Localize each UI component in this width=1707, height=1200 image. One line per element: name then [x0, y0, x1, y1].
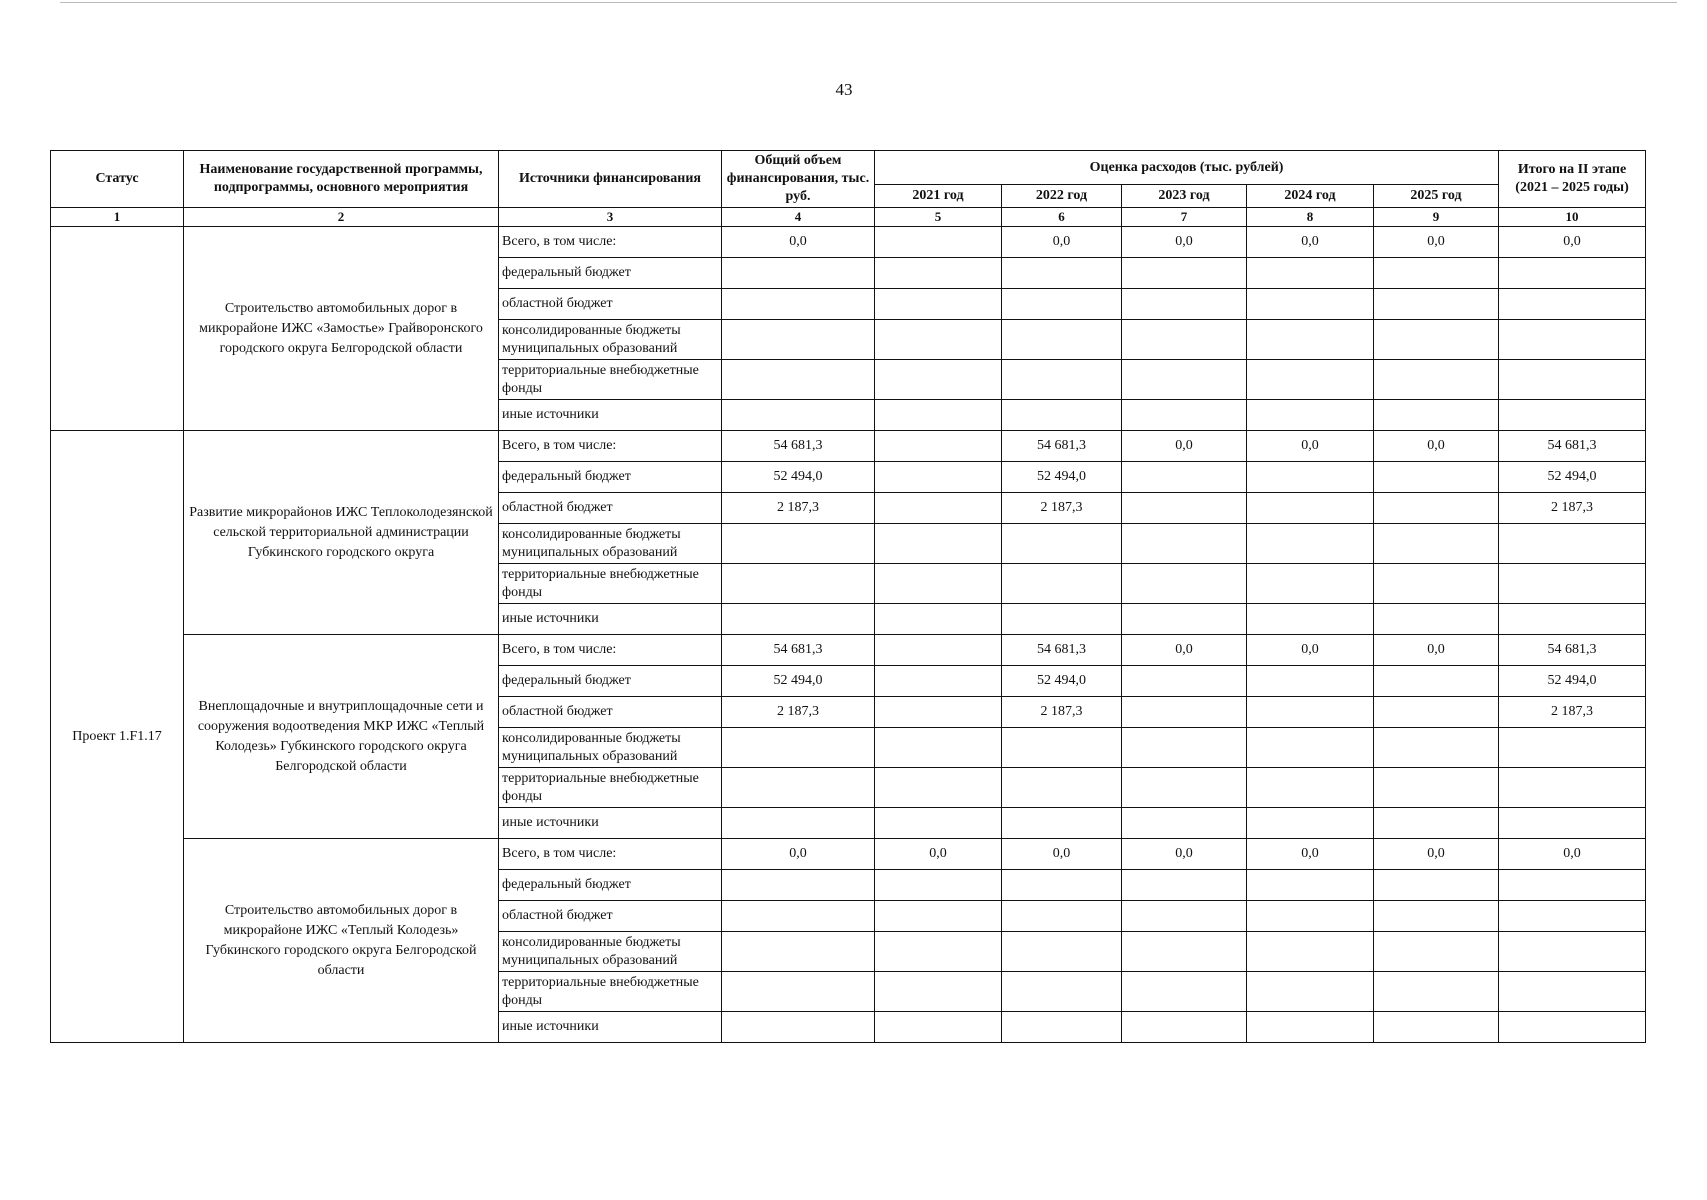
amount-cell: [1122, 972, 1247, 1012]
funding-source-cell: Всего, в том числе:: [499, 227, 722, 258]
table-row: [51, 227, 1646, 258]
amount-cell: [1122, 728, 1247, 768]
amount-cell: [722, 604, 875, 635]
amount-cell: [875, 932, 1002, 972]
funding-source-cell: областной бюджет: [499, 289, 722, 320]
amount-cell: 0,0: [1499, 839, 1646, 870]
header-year: 2021 год: [875, 185, 1002, 208]
funding-source-cell: областной бюджет: [499, 901, 722, 932]
funding-source-cell: консолидированные бюджеты муниципальных образований: [499, 524, 722, 564]
funding-source-cell: иные источники: [499, 1012, 722, 1043]
funding-source-cell: консолидированные бюджеты муниципальных образований: [499, 932, 722, 972]
amount-cell: [1499, 604, 1646, 635]
amount-cell: [1374, 870, 1499, 901]
amount-cell: [722, 1012, 875, 1043]
amount-cell: [1499, 932, 1646, 972]
table-row: [51, 431, 1646, 462]
amount-cell: [1499, 870, 1646, 901]
amount-cell: 2 187,3: [1499, 697, 1646, 728]
amount-cell: [1374, 972, 1499, 1012]
header-stage-total: Итого на II этапе (2021 – 2025 годы): [1499, 151, 1646, 208]
amount-cell: 2 187,3: [1002, 697, 1122, 728]
amount-cell: [722, 870, 875, 901]
amount-cell: [1122, 289, 1247, 320]
amount-cell: [1122, 320, 1247, 360]
amount-cell: 2 187,3: [722, 493, 875, 524]
amount-cell: [1374, 901, 1499, 932]
funding-source-cell: Всего, в том числе:: [499, 839, 722, 870]
amount-cell: [1374, 462, 1499, 493]
amount-cell: [1247, 697, 1374, 728]
amount-cell: [1247, 400, 1374, 431]
amount-cell: [1122, 360, 1247, 400]
amount-cell: [1374, 258, 1499, 289]
funding-source-cell: территориальные внебюджетные фонды: [499, 768, 722, 808]
amount-cell: [722, 524, 875, 564]
amount-cell: [875, 493, 1002, 524]
amount-cell: [1499, 768, 1646, 808]
amount-cell: [1122, 258, 1247, 289]
program-name-cell: Строительство автомобильных дорог в микрорайоне ИЖС «Замостье» Грайворонского городского округа Белгородской области: [184, 227, 499, 431]
amount-cell: 0,0: [722, 227, 875, 258]
amount-cell: [1374, 604, 1499, 635]
amount-cell: [1374, 493, 1499, 524]
amount-cell: [1374, 400, 1499, 431]
funding-source-cell: территориальные внебюджетные фонды: [499, 972, 722, 1012]
amount-cell: [1247, 972, 1374, 1012]
column-number: 2: [184, 208, 499, 227]
amount-cell: [722, 564, 875, 604]
amount-cell: [1122, 400, 1247, 431]
funding-source-cell: федеральный бюджет: [499, 258, 722, 289]
amount-cell: [1002, 360, 1122, 400]
amount-cell: [1247, 360, 1374, 400]
amount-cell: [1122, 493, 1247, 524]
amount-cell: [1499, 258, 1646, 289]
amount-cell: 0,0: [1002, 227, 1122, 258]
amount-cell: [1002, 870, 1122, 901]
funding-source-cell: территориальные внебюджетные фонды: [499, 360, 722, 400]
column-number: 3: [499, 208, 722, 227]
amount-cell: [722, 289, 875, 320]
table-row: [51, 839, 1646, 870]
amount-cell: [875, 901, 1002, 932]
amount-cell: [1374, 728, 1499, 768]
amount-cell: 0,0: [1247, 839, 1374, 870]
amount-cell: [722, 400, 875, 431]
amount-cell: [1122, 697, 1247, 728]
amount-cell: [1499, 289, 1646, 320]
amount-cell: 2 187,3: [722, 697, 875, 728]
amount-cell: [1002, 1012, 1122, 1043]
amount-cell: [1499, 400, 1646, 431]
funding-source-cell: областной бюджет: [499, 697, 722, 728]
header-status: Статус: [51, 151, 184, 208]
funding-source-cell: федеральный бюджет: [499, 870, 722, 901]
header-name: Наименование государственной программы, подпрограммы, основного мероприятия: [184, 151, 499, 208]
amount-cell: 54 681,3: [722, 431, 875, 462]
amount-cell: 0,0: [1374, 227, 1499, 258]
amount-cell: [1122, 932, 1247, 972]
amount-cell: 0,0: [1247, 431, 1374, 462]
funding-source-cell: консолидированные бюджеты муниципальных образований: [499, 728, 722, 768]
amount-cell: [722, 768, 875, 808]
column-number: 4: [722, 208, 875, 227]
amount-cell: [875, 564, 1002, 604]
amount-cell: 54 681,3: [722, 635, 875, 666]
amount-cell: [875, 258, 1002, 289]
amount-cell: [1374, 932, 1499, 972]
amount-cell: [875, 808, 1002, 839]
amount-cell: 0,0: [875, 839, 1002, 870]
amount-cell: [1247, 1012, 1374, 1043]
amount-cell: [1374, 808, 1499, 839]
amount-cell: [1002, 524, 1122, 564]
amount-cell: [1002, 604, 1122, 635]
amount-cell: [1002, 728, 1122, 768]
amount-cell: [1374, 524, 1499, 564]
amount-cell: [722, 320, 875, 360]
top-scan-rule: [60, 2, 1677, 3]
amount-cell: [1374, 666, 1499, 697]
amount-cell: [1374, 360, 1499, 400]
amount-cell: 2 187,3: [1002, 493, 1122, 524]
amount-cell: [875, 1012, 1002, 1043]
amount-cell: [1499, 972, 1646, 1012]
amount-cell: 52 494,0: [1002, 462, 1122, 493]
amount-cell: [875, 697, 1002, 728]
amount-cell: [875, 289, 1002, 320]
header-year: 2023 год: [1122, 185, 1247, 208]
amount-cell: [1002, 258, 1122, 289]
amount-cell: [1247, 320, 1374, 360]
funding-source-cell: областной бюджет: [499, 493, 722, 524]
status-cell: [51, 227, 184, 431]
amount-cell: 2 187,3: [1499, 493, 1646, 524]
amount-cell: 0,0: [1002, 839, 1122, 870]
amount-cell: [1247, 901, 1374, 932]
header-year: 2024 год: [1247, 185, 1374, 208]
amount-cell: [1247, 564, 1374, 604]
amount-cell: [875, 666, 1002, 697]
amount-cell: [1247, 728, 1374, 768]
amount-cell: [722, 972, 875, 1012]
amount-cell: [875, 635, 1002, 666]
amount-cell: [1122, 870, 1247, 901]
funding-source-cell: консолидированные бюджеты муниципальных образований: [499, 320, 722, 360]
amount-cell: [1122, 462, 1247, 493]
amount-cell: 54 681,3: [1002, 431, 1122, 462]
amount-cell: [1122, 901, 1247, 932]
funding-source-cell: Всего, в том числе:: [499, 635, 722, 666]
amount-cell: [1002, 808, 1122, 839]
amount-cell: [1499, 808, 1646, 839]
amount-cell: [1122, 1012, 1247, 1043]
funding-source-cell: территориальные внебюджетные фонды: [499, 564, 722, 604]
amount-cell: 54 681,3: [1499, 635, 1646, 666]
amount-cell: [1499, 524, 1646, 564]
funding-source-cell: иные источники: [499, 808, 722, 839]
table-body: [51, 227, 1646, 1043]
amount-cell: [875, 431, 1002, 462]
amount-cell: 0,0: [1374, 635, 1499, 666]
amount-cell: [1247, 289, 1374, 320]
amount-cell: 52 494,0: [722, 666, 875, 697]
amount-cell: [1247, 604, 1374, 635]
amount-cell: 0,0: [1374, 431, 1499, 462]
amount-cell: [875, 524, 1002, 564]
amount-cell: 0,0: [1247, 227, 1374, 258]
amount-cell: [1247, 768, 1374, 808]
amount-cell: [1374, 768, 1499, 808]
amount-cell: [875, 320, 1002, 360]
amount-cell: 54 681,3: [1002, 635, 1122, 666]
amount-cell: [875, 227, 1002, 258]
amount-cell: [1002, 972, 1122, 1012]
amount-cell: [1374, 320, 1499, 360]
amount-cell: [875, 870, 1002, 901]
amount-cell: [875, 728, 1002, 768]
header-year: 2025 год: [1374, 185, 1499, 208]
financing-table: [50, 150, 1646, 1043]
column-number: 5: [875, 208, 1002, 227]
amount-cell: [1247, 932, 1374, 972]
header-estimate: Оценка расходов (тыс. рублей): [875, 151, 1499, 185]
funding-source-cell: федеральный бюджет: [499, 462, 722, 493]
amount-cell: [1374, 564, 1499, 604]
amount-cell: [1122, 808, 1247, 839]
column-number: 7: [1122, 208, 1247, 227]
amount-cell: [1002, 564, 1122, 604]
amount-cell: [1002, 400, 1122, 431]
program-name-cell: Развитие микрорайонов ИЖС Теплоколодезянской сельской территориальной администрации Губкинского городского округа: [184, 431, 499, 635]
amount-cell: 0,0: [722, 839, 875, 870]
amount-cell: [722, 901, 875, 932]
amount-cell: [1374, 289, 1499, 320]
amount-cell: 52 494,0: [1002, 666, 1122, 697]
amount-cell: 0,0: [1499, 227, 1646, 258]
amount-cell: [1247, 462, 1374, 493]
amount-cell: [875, 768, 1002, 808]
amount-cell: [722, 932, 875, 972]
amount-cell: [1002, 320, 1122, 360]
page-number: 43: [835, 80, 853, 99]
amount-cell: [875, 972, 1002, 1012]
column-number: 9: [1374, 208, 1499, 227]
amount-cell: [875, 360, 1002, 400]
amount-cell: [1499, 360, 1646, 400]
amount-cell: [1247, 808, 1374, 839]
amount-cell: [1122, 524, 1247, 564]
amount-cell: [1247, 493, 1374, 524]
column-number: 8: [1247, 208, 1374, 227]
amount-cell: [1374, 697, 1499, 728]
amount-cell: 54 681,3: [1499, 431, 1646, 462]
amount-cell: [1002, 289, 1122, 320]
amount-cell: 0,0: [1247, 635, 1374, 666]
amount-cell: 0,0: [1374, 839, 1499, 870]
amount-cell: [1122, 666, 1247, 697]
header-year: 2022 год: [1002, 185, 1122, 208]
amount-cell: [1247, 666, 1374, 697]
amount-cell: [1122, 564, 1247, 604]
table-row: [51, 635, 1646, 666]
funding-source-cell: иные источники: [499, 604, 722, 635]
amount-cell: [1122, 604, 1247, 635]
column-number: 1: [51, 208, 184, 227]
header-sources: Источники финансирования: [499, 151, 722, 208]
amount-cell: [1499, 564, 1646, 604]
amount-cell: [1499, 901, 1646, 932]
amount-cell: [722, 258, 875, 289]
amount-cell: [722, 360, 875, 400]
program-name-cell: Внеплощадочные и внутриплощадочные сети и сооружения водоотведения МКР ИЖС «Теплый Колодезь» Губкинского городского округа Белгородской области: [184, 635, 499, 839]
amount-cell: [1002, 901, 1122, 932]
amount-cell: [722, 808, 875, 839]
program-name-cell: Строительство автомобильных дорог в микрорайоне ИЖС «Теплый Колодезь» Губкинского городского округа Белгородской области: [184, 839, 499, 1043]
amount-cell: [1499, 1012, 1646, 1043]
amount-cell: 0,0: [1122, 431, 1247, 462]
amount-cell: [1499, 320, 1646, 360]
amount-cell: [875, 604, 1002, 635]
status-cell: Проект 1.F1.17: [51, 431, 184, 1043]
amount-cell: 0,0: [1122, 227, 1247, 258]
amount-cell: [1247, 258, 1374, 289]
amount-cell: [1002, 768, 1122, 808]
amount-cell: [1247, 870, 1374, 901]
amount-cell: 52 494,0: [1499, 462, 1646, 493]
amount-cell: [1247, 524, 1374, 564]
funding-source-cell: федеральный бюджет: [499, 666, 722, 697]
column-number: 10: [1499, 208, 1646, 227]
amount-cell: [875, 400, 1002, 431]
amount-cell: [1499, 728, 1646, 768]
amount-cell: [1374, 1012, 1499, 1043]
amount-cell: 52 494,0: [722, 462, 875, 493]
amount-cell: [1122, 768, 1247, 808]
amount-cell: [875, 462, 1002, 493]
amount-cell: [1002, 932, 1122, 972]
header-total: Общий объем финансирования, тыс. руб.: [722, 151, 875, 208]
amount-cell: [722, 728, 875, 768]
funding-source-cell: иные источники: [499, 400, 722, 431]
amount-cell: 0,0: [1122, 839, 1247, 870]
column-number: 6: [1002, 208, 1122, 227]
amount-cell: 52 494,0: [1499, 666, 1646, 697]
funding-source-cell: Всего, в том числе:: [499, 431, 722, 462]
amount-cell: 0,0: [1122, 635, 1247, 666]
